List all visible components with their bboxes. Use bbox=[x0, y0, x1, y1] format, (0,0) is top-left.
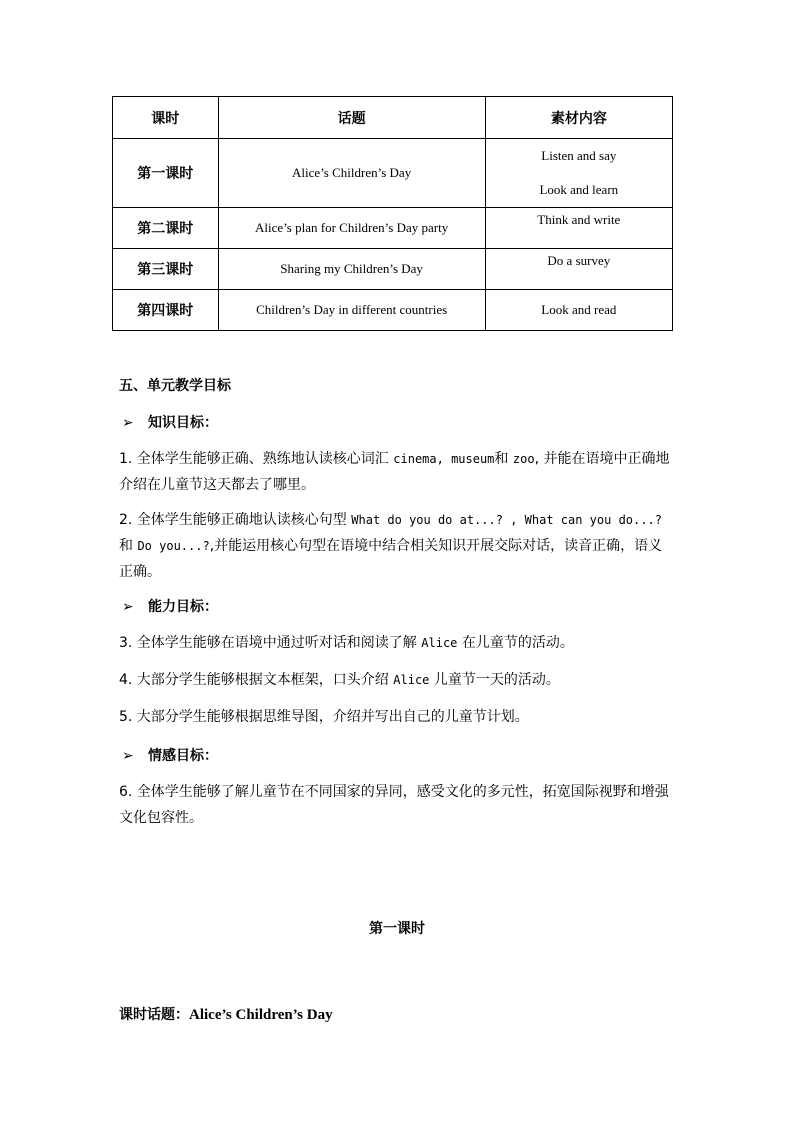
lesson-1-title: 第一课时 bbox=[369, 921, 425, 937]
section-title: 五、单元教学目标 bbox=[119, 378, 231, 394]
goal-text: 4. 大部分学生能够根据文本框架，口头介绍 bbox=[119, 672, 394, 688]
arrow-bullet-icon: ➢ bbox=[122, 599, 134, 615]
goal-item-2 bbox=[119, 507, 675, 585]
lesson-cell: 第三课时 bbox=[113, 249, 219, 290]
table-row bbox=[113, 139, 673, 208]
table-row bbox=[113, 249, 673, 290]
table-header-row bbox=[113, 97, 673, 139]
goal-text: ,并能运用核心句型在语境中结合相关知识开展交际对话，读音正确，语义正确。 bbox=[119, 538, 663, 580]
goal-text: 在儿童节的活动。 bbox=[457, 635, 574, 651]
materials-cell bbox=[485, 139, 672, 208]
lesson-topic bbox=[119, 1004, 333, 1024]
goal-keyword: Alice bbox=[393, 673, 430, 687]
arrow-bullet-icon: ➢ bbox=[122, 748, 134, 764]
topic-cell: Alice’s plan for Children’s Day party bbox=[218, 208, 485, 249]
goal-text: 和 bbox=[494, 451, 513, 467]
goal-item-3 bbox=[119, 630, 675, 656]
table-row bbox=[113, 208, 673, 249]
goal-item-5: 5. 大部分学生能够根据思维导图，介绍并写出自己的儿童节计划。 bbox=[119, 709, 529, 725]
goal-item-1 bbox=[119, 446, 675, 498]
lesson-cell: 第四课时 bbox=[113, 290, 219, 331]
topic-cell: Children’s Day in different countries bbox=[218, 290, 485, 331]
goal-text: 儿童节一天的活动。 bbox=[429, 672, 560, 688]
materials-cell: Do a survey bbox=[485, 249, 672, 290]
emotion-goal-heading bbox=[122, 745, 218, 765]
ability-goal-label: 能力目标： bbox=[148, 599, 218, 615]
goal-text: , 并能在语境中正确地介绍在儿童节这天都去了哪里。 bbox=[119, 451, 670, 493]
topic-cell: Alice’s Children’s Day bbox=[218, 139, 485, 208]
knowledge-goal-label: 知识目标： bbox=[148, 415, 218, 431]
goal-keyword: zoo bbox=[512, 452, 535, 466]
goal-text: 和 bbox=[119, 538, 138, 554]
emotion-goal-label: 情感目标： bbox=[148, 748, 218, 764]
lesson-topic-label: 课时话题： bbox=[119, 1007, 189, 1023]
material-item: Listen and say bbox=[541, 148, 617, 163]
topic-cell: Sharing my Children’s Day bbox=[218, 249, 485, 290]
goal-keyword: What do you do at...? , What can you do...? bbox=[351, 513, 662, 527]
lesson-topic-value: Alice’s Children’s Day bbox=[189, 1007, 333, 1023]
arrow-bullet-icon: ➢ bbox=[122, 415, 134, 431]
header-lesson: 课时 bbox=[113, 97, 219, 139]
header-topic: 话题 bbox=[218, 97, 485, 139]
goal-item-4 bbox=[119, 667, 675, 693]
goal-text: 3. 全体学生能够在语境中通过听对话和阅读了解 bbox=[119, 635, 422, 651]
goal-keyword: cinema, museum bbox=[393, 452, 495, 466]
lesson-cell: 第二课时 bbox=[113, 208, 219, 249]
table-row bbox=[113, 290, 673, 331]
ability-goal-heading bbox=[122, 596, 218, 616]
material-item: Look and learn bbox=[539, 182, 619, 197]
header-materials: 素材内容 bbox=[485, 97, 672, 139]
materials-cell: Look and read bbox=[485, 290, 672, 331]
goal-keyword: Alice bbox=[421, 636, 458, 650]
goal-text: 1. 全体学生能够正确、熟练地认读核心词汇 bbox=[119, 451, 394, 467]
goal-keyword: Do you...? bbox=[137, 539, 210, 553]
goal-item-6: 6. 全体学生能够了解儿童节在不同国家的异同，感受文化的多元性，拓宽国际视野和增强文化包容性。 bbox=[119, 784, 669, 826]
lesson-cell: 第一课时 bbox=[113, 139, 219, 208]
goal-text: 2. 全体学生能够正确地认读核心句型 bbox=[119, 512, 352, 528]
materials-cell: Think and write bbox=[485, 208, 672, 249]
knowledge-goal-heading bbox=[122, 412, 218, 432]
lesson-table bbox=[112, 96, 673, 331]
